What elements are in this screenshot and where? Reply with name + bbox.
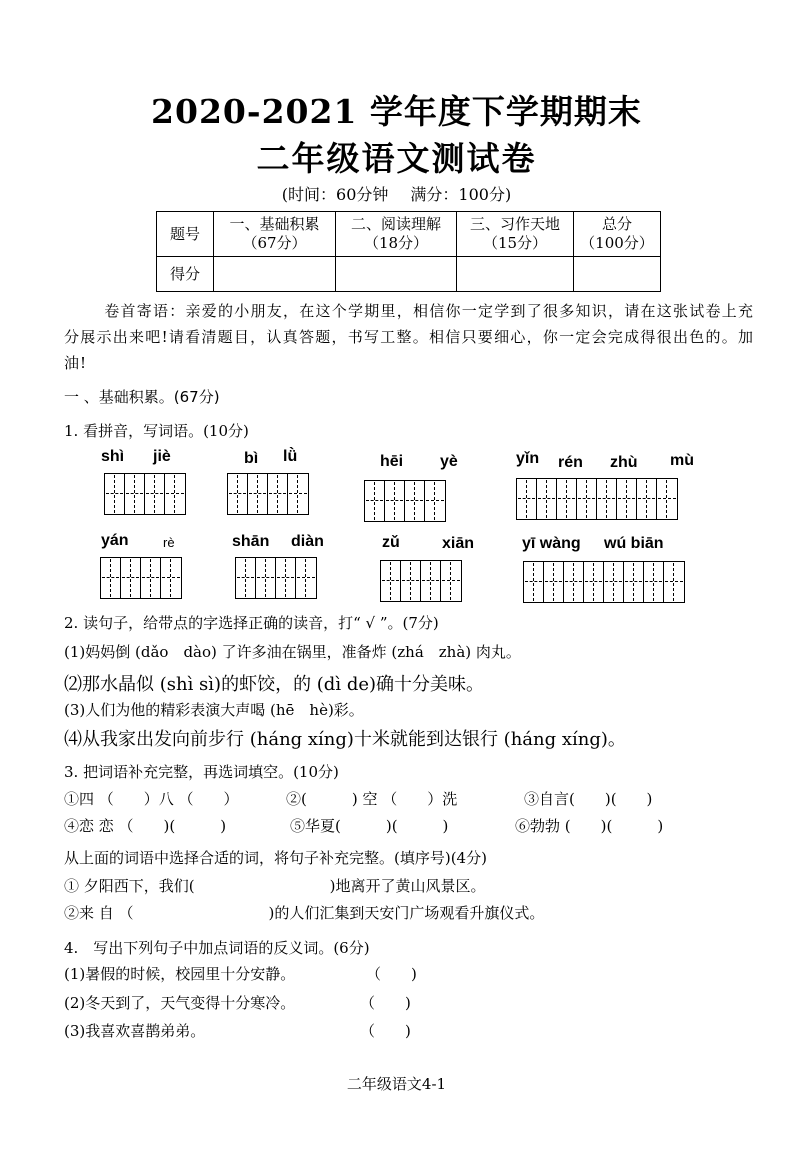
writing-grid[interactable] — [523, 561, 685, 603]
writing-grid[interactable] — [516, 478, 678, 520]
score-table-header-row — [157, 212, 661, 257]
score-table — [156, 211, 661, 292]
question-4-item: (2)冬天到了，天气变得十分寒冷。 — [64, 994, 296, 1012]
question-2-item: (3)人们为他的精彩表演大声喝 (hē hè)彩。 — [64, 701, 364, 719]
question-1-title: 1. 看拼音，写词语。(10分) — [64, 422, 249, 440]
score-table-cell: 总分 （100分） — [574, 212, 661, 257]
intro-paragraph: 卷首寄语：亲爱的小朋友，在这个学期里，相信你一定学到了很多知识，请在这张试卷上充分展示出来吧!请看清题目，认真答题，书写工整。相信只要细心，你一定会完成得很出色的。加油! — [64, 302, 754, 372]
question-3-sentence: ②来 自 （ )的人们汇集到天安门广场观看升旗仪式。 — [64, 904, 545, 922]
question-3-subtitle: 从上面的词语中选择合适的词，将句子补充完整。(填序号)(4分) — [64, 849, 487, 867]
pinyin: yán — [101, 532, 129, 549]
question-2-item: ⑵那水晶似 (shì sì)的虾饺，的 (dì de)确十分美味。 — [64, 674, 485, 695]
pinyin: diàn — [291, 533, 324, 550]
writing-grid[interactable] — [100, 557, 182, 599]
score-table-cell: 二、阅读理解 （18分） — [336, 212, 457, 257]
section-title: 一 、基础积累。(67分) — [64, 388, 220, 406]
pinyin: zhù — [610, 454, 638, 471]
writing-grid[interactable] — [364, 480, 446, 522]
pinyin: lǜ — [283, 448, 298, 465]
score-input-cell[interactable] — [574, 257, 661, 292]
pinyin: xiān — [442, 535, 475, 552]
pinyin: wú biān — [604, 535, 664, 552]
exam-score: 满分：100分) — [410, 185, 512, 204]
question-3-sentence: ① 夕阳西下，我们( )地离开了黄山风景区。 — [64, 877, 486, 895]
idiom-fill: ⑤华夏( )( ) — [290, 817, 449, 835]
pinyin: yī wàng — [522, 535, 581, 552]
pinyin: jiè — [153, 448, 171, 465]
idiom-fill: ⑥勃勃 ( )( ) — [515, 817, 664, 835]
page-footer: 二年级语文4-1 — [346, 1075, 447, 1093]
question-2-title: 2. 读句子，给带点的字选择正确的读音，打“ √ ”。(7分) — [64, 614, 439, 632]
idiom-fill: ②( ) 空 （ ）洗 — [286, 790, 458, 808]
question-2-item: ⑷从我家出发向前步行 (háng xíng)十米就能到达银行 (háng xíng)。 — [64, 729, 626, 750]
pinyin: zǔ — [382, 534, 400, 551]
score-input-cell[interactable] — [214, 257, 336, 292]
score-label: 得分 — [157, 257, 214, 292]
score-table-score-row — [157, 257, 661, 292]
pinyin: shì — [101, 448, 125, 465]
answer-blank[interactable]: （ ) — [360, 994, 411, 1012]
pinyin: yè — [440, 453, 458, 470]
score-input-cell[interactable] — [457, 257, 574, 292]
idiom-fill: ④恋 恋 （ )( ) — [64, 817, 227, 835]
writing-grid[interactable] — [235, 557, 317, 599]
answer-blank[interactable]: （ ) — [360, 1022, 411, 1040]
question-4-item: (1)暑假的时候，校园里十分安静。 — [64, 965, 296, 983]
question-4-title: 4. 写出下列句子中加点词语的反义词。(6分) — [64, 939, 370, 957]
page-title-line1: 2020-2021 学年度下学期期末 — [151, 92, 642, 131]
exam-time: (时间：60分钟 — [281, 185, 389, 204]
answer-blank[interactable]: （ ) — [366, 965, 417, 983]
writing-grid[interactable] — [227, 473, 309, 515]
question-2-item: (1)妈妈倒 (dǎo dào) 了许多油在锅里，准备炸 (zhá zhà) 肉丸。 — [64, 643, 521, 661]
pinyin: hēi — [380, 453, 404, 470]
score-table-cell: 一、基础积累 （67分） — [214, 212, 336, 257]
idiom-fill: ①四 （ ）八 （ ） — [64, 790, 239, 808]
question-3-title: 3. 把词语补充完整，再选词填空。(10分) — [64, 763, 339, 781]
pinyin: mù — [670, 452, 694, 469]
score-input-cell[interactable] — [336, 257, 457, 292]
question-4-item: (3)我喜欢喜鹊弟弟。 — [64, 1022, 206, 1040]
page-title-line2: 二年级语文测试卷 — [256, 139, 537, 178]
idiom-fill: ③自言( )( ) — [524, 790, 653, 808]
exam-info — [0, 182, 793, 205]
pinyin: yǐn — [516, 450, 540, 467]
pinyin: shān — [232, 533, 270, 550]
score-table-cell: 题号 — [157, 212, 214, 257]
pinyin: bì — [244, 450, 259, 467]
writing-grid[interactable] — [104, 473, 186, 515]
pinyin: rén — [558, 454, 583, 471]
pinyin: rè — [163, 535, 175, 550]
writing-grid[interactable] — [380, 560, 462, 602]
score-table-cell: 三、习作天地 （15分） — [457, 212, 574, 257]
